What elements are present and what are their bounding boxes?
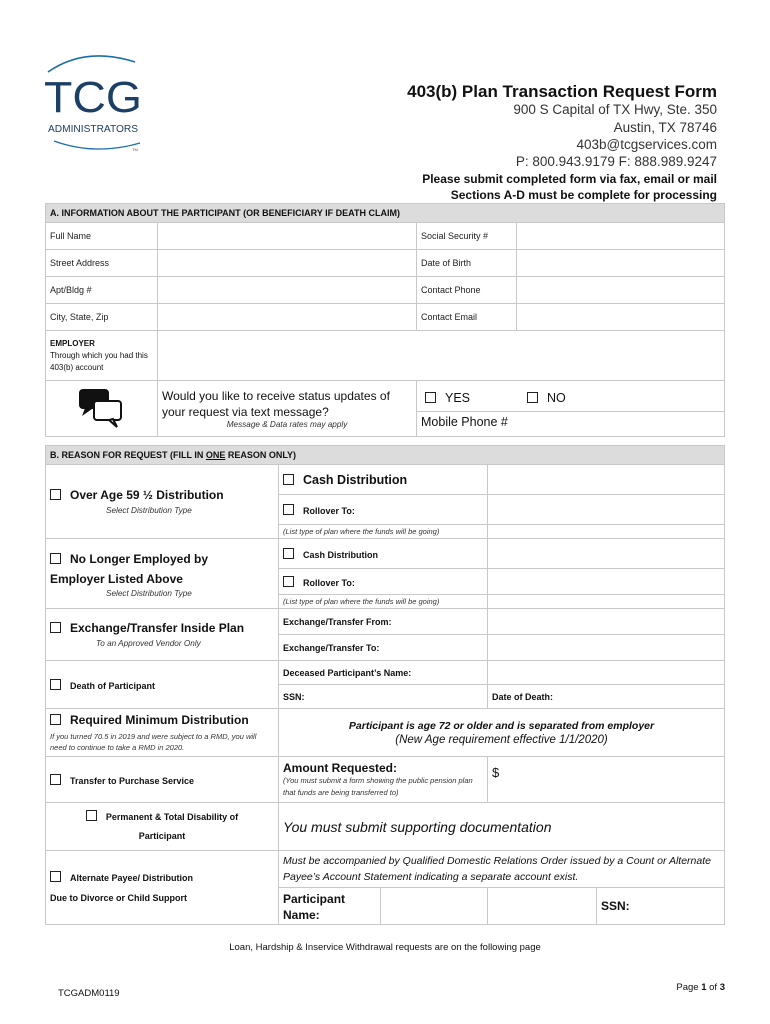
contact-email-address: 403b@tcgservices.com bbox=[576, 137, 717, 152]
reason-over-59-cell bbox=[46, 465, 279, 539]
exchange-from-label: Exchange/Transfer From: bbox=[279, 609, 488, 635]
sms-note: Message & Data rates may apply bbox=[226, 420, 348, 429]
page-label: Page bbox=[676, 982, 702, 993]
qdro-note: Must be accompanied by Qualified Domestic Relations Order issued by a Count or Alternate Payee’s Account Statement indicating a separate account exist. bbox=[279, 851, 725, 888]
full-name-label: Full Name bbox=[46, 223, 158, 250]
reason-rmd-cell bbox=[46, 709, 279, 757]
supporting-documentation-note: You must submit supporting documentation bbox=[279, 803, 725, 851]
employer-label: EMPLOYER bbox=[50, 338, 95, 348]
participant-name-label: Participant Name: bbox=[279, 888, 381, 924]
logo-letters: TCG bbox=[44, 73, 142, 122]
over-59-label: Over Age 59 ½ Distribution bbox=[70, 488, 224, 502]
alternate-payee-checkbox[interactable] bbox=[50, 871, 61, 882]
section-a-header: A. INFORMATION ABOUT THE PARTICIPANT (OR BENEFICIARY IF DEATH CLAIM) bbox=[46, 204, 725, 223]
nle-cash-option[interactable] bbox=[279, 539, 488, 569]
contact-phone-field[interactable] bbox=[517, 277, 725, 304]
street-label: Street Address bbox=[46, 250, 158, 277]
rmd-info-cell bbox=[279, 709, 725, 757]
phone-fax: P: 800.943.9179 F: 888.989.9247 bbox=[515, 154, 717, 169]
no-longer-employed-checkbox[interactable] bbox=[50, 553, 61, 564]
sms-no-option[interactable] bbox=[527, 391, 566, 405]
reason-over-59[interactable] bbox=[50, 488, 274, 502]
over-59-cash-checkbox[interactable] bbox=[283, 474, 294, 485]
nle-cash-checkbox[interactable] bbox=[283, 548, 294, 559]
deceased-ssn-label: SSN: bbox=[283, 691, 305, 702]
death-checkbox[interactable] bbox=[50, 679, 61, 690]
ssn-label: Social Security # bbox=[417, 223, 517, 250]
section-b-title: B. REASON FOR REQUEST (FILL IN bbox=[50, 450, 206, 460]
death-label: Death of Participant bbox=[70, 680, 156, 691]
reason-exchange[interactable] bbox=[50, 621, 274, 635]
sms-question: Would you like to receive status updates of your request via text message? bbox=[162, 389, 390, 419]
rmd-effective-note: (New Age requirement effective 1/1/2020) bbox=[395, 733, 608, 746]
amount-requested-field[interactable] bbox=[488, 757, 725, 803]
alternate-payee-label-2: Due to Divorce or Child Support bbox=[50, 892, 188, 903]
reason-no-longer-employed[interactable] bbox=[50, 549, 274, 589]
next-page-note: Loan, Hardship & Inservice Withdrawal requests are on the following page bbox=[229, 942, 541, 953]
participant-name-cell bbox=[279, 888, 488, 925]
rmd-note: If you turned 70.5 in 2019 and were subject to a RMD, you will need to continue to take a RMD in 2020. bbox=[50, 731, 257, 752]
tcg-logo bbox=[40, 52, 148, 152]
over-59-rollover-option[interactable] bbox=[279, 495, 488, 525]
sections-note: Sections A-D must be complete for processing bbox=[450, 188, 717, 202]
address-line-1: 900 S Capital of TX Hwy, Ste. 350 bbox=[513, 102, 717, 117]
dollar-sign: $ bbox=[492, 765, 500, 780]
over-59-cash-field[interactable] bbox=[488, 465, 725, 495]
participant-ssn-label: SSN: bbox=[601, 899, 630, 913]
section-a-table bbox=[45, 203, 725, 437]
full-name-field[interactable] bbox=[158, 223, 417, 250]
dob-field[interactable] bbox=[517, 250, 725, 277]
mobile-phone-field[interactable] bbox=[417, 411, 724, 429]
purchase-service-label: Transfer to Purchase Service bbox=[70, 775, 195, 786]
amount-requested-label: Amount Requested: bbox=[283, 760, 397, 775]
section-b-table bbox=[45, 445, 725, 925]
nle-cash-label: Cash Distribution bbox=[303, 549, 379, 560]
page-number bbox=[676, 982, 725, 993]
rmd-requirement: Participant is age 72 or older and is separated from employer bbox=[348, 719, 655, 732]
reason-alternate-payee[interactable] bbox=[46, 851, 279, 925]
disability-label-2: Participant bbox=[138, 830, 186, 841]
no-longer-employed-label-2: Employer Listed Above bbox=[50, 572, 183, 586]
exchange-label: Exchange/Transfer Inside Plan bbox=[70, 621, 245, 635]
rmd-label: Required Minimum Distribution bbox=[70, 712, 249, 727]
over-59-plan-field[interactable] bbox=[488, 525, 725, 539]
participant-name-field[interactable] bbox=[381, 888, 487, 924]
participant-ssn-spacer bbox=[488, 888, 596, 924]
mobile-phone-label: Mobile Phone # bbox=[421, 414, 508, 429]
over-59-cash-label: Cash Distribution bbox=[303, 472, 408, 487]
contact-email-field[interactable] bbox=[517, 304, 725, 331]
apt-field[interactable] bbox=[158, 277, 417, 304]
exchange-checkbox[interactable] bbox=[50, 622, 61, 633]
participant-ssn-field[interactable] bbox=[596, 888, 724, 924]
reason-exchange-cell bbox=[46, 609, 279, 661]
submit-note: Please submit completed form via fax, email or mail bbox=[422, 172, 717, 186]
sms-yes-option[interactable] bbox=[425, 391, 470, 405]
employer-field[interactable] bbox=[158, 331, 725, 381]
participant-ssn-cell bbox=[488, 888, 725, 925]
section-b-title-end: REASON ONLY) bbox=[225, 450, 297, 460]
apt-label: Apt/Bldg # bbox=[46, 277, 158, 304]
rmd-checkbox[interactable] bbox=[50, 714, 61, 725]
city-field[interactable] bbox=[158, 304, 417, 331]
chat-bubbles-icon bbox=[77, 386, 127, 430]
reason-rmd[interactable] bbox=[50, 713, 274, 727]
logo-tm: TM bbox=[132, 147, 138, 152]
amount-requested-cell bbox=[279, 757, 488, 803]
address-line-2: Austin, TX 78746 bbox=[613, 120, 717, 135]
page-current: 1 bbox=[701, 982, 707, 993]
form-title: 403(b) Plan Transaction Request Form bbox=[407, 82, 717, 101]
amount-requested-note: (You must submit a form showing the public pension plan that funds are being transferred to) bbox=[283, 775, 473, 797]
chat-icon-cell bbox=[46, 381, 158, 437]
over-59-rollover-field[interactable] bbox=[488, 495, 725, 525]
contact-phone-label: Contact Phone bbox=[417, 277, 517, 304]
nle-cash-field[interactable] bbox=[488, 539, 725, 569]
over-59-rollover-checkbox[interactable] bbox=[283, 504, 294, 515]
nle-rollover-field[interactable] bbox=[488, 569, 725, 595]
purchase-service-checkbox[interactable] bbox=[50, 774, 61, 785]
employer-label-cell bbox=[46, 331, 158, 381]
reason-purchase-service[interactable] bbox=[46, 757, 279, 803]
nle-plan-note: (List type of plan where the funds will be going) bbox=[279, 595, 488, 609]
over-59-plan-note: (List type of plan where the funds will be going) bbox=[279, 525, 488, 539]
employer-description: Through which you had this 403(b) account bbox=[50, 350, 148, 372]
exchange-from-field[interactable] bbox=[488, 609, 725, 635]
sms-yes-checkbox[interactable] bbox=[425, 392, 436, 403]
deceased-ssn-field[interactable] bbox=[279, 685, 488, 709]
over-59-checkbox[interactable] bbox=[50, 489, 61, 500]
section-b-title-emphasis: ONE bbox=[205, 450, 226, 460]
sms-no-label: NO bbox=[547, 390, 566, 405]
exchange-to-label: Exchange/Transfer To: bbox=[279, 635, 488, 661]
over-59-rollover-label: Rollover To: bbox=[303, 505, 355, 516]
exchange-to-field[interactable] bbox=[488, 635, 725, 661]
no-longer-employed-label-1: No Longer Employed by bbox=[70, 552, 209, 566]
sms-yes-label: YES bbox=[445, 390, 471, 405]
logo-subtitle: ADMINISTRATORS bbox=[48, 124, 139, 135]
city-label: City, State, Zip bbox=[46, 304, 158, 331]
date-of-death-field[interactable] bbox=[488, 685, 725, 709]
form-code: TCGADM0119 bbox=[58, 988, 120, 999]
over-59-cash-option[interactable] bbox=[279, 465, 488, 495]
over-59-subtext: Select Distribution Type bbox=[106, 506, 192, 515]
sms-no-checkbox[interactable] bbox=[527, 392, 538, 403]
reason-disability[interactable] bbox=[46, 803, 279, 851]
reason-no-longer-employed-cell bbox=[46, 539, 279, 609]
nle-rollover-checkbox[interactable] bbox=[283, 576, 294, 587]
nle-plan-field[interactable] bbox=[488, 595, 725, 609]
page-total: 3 bbox=[719, 982, 725, 993]
no-longer-employed-subtext: Select Distribution Type bbox=[106, 589, 192, 598]
date-of-death-label: Date of Death: bbox=[492, 691, 554, 702]
disability-label-1: Permanent & Total Disability of bbox=[105, 811, 239, 822]
exchange-subtext: To an Approved Vendor Only bbox=[96, 639, 201, 648]
street-field[interactable] bbox=[158, 250, 417, 277]
deceased-name-field[interactable] bbox=[488, 661, 725, 685]
sms-question-cell bbox=[158, 381, 417, 437]
deceased-name-label: Deceased Participant’s Name: bbox=[279, 661, 488, 685]
nle-rollover-option[interactable] bbox=[279, 569, 488, 595]
disability-checkbox[interactable] bbox=[86, 810, 97, 821]
nle-rollover-label: Rollover To: bbox=[303, 577, 355, 588]
contact-email-label: Contact Email bbox=[417, 304, 517, 331]
ssn-field[interactable] bbox=[517, 223, 725, 250]
dob-label: Date of Birth bbox=[417, 250, 517, 277]
alternate-payee-label-1: Alternate Payee/ Distribution bbox=[70, 872, 194, 883]
page-of: of bbox=[706, 982, 720, 993]
reason-death[interactable] bbox=[46, 661, 279, 709]
section-b-header bbox=[46, 446, 725, 465]
sms-options-cell bbox=[417, 381, 725, 437]
